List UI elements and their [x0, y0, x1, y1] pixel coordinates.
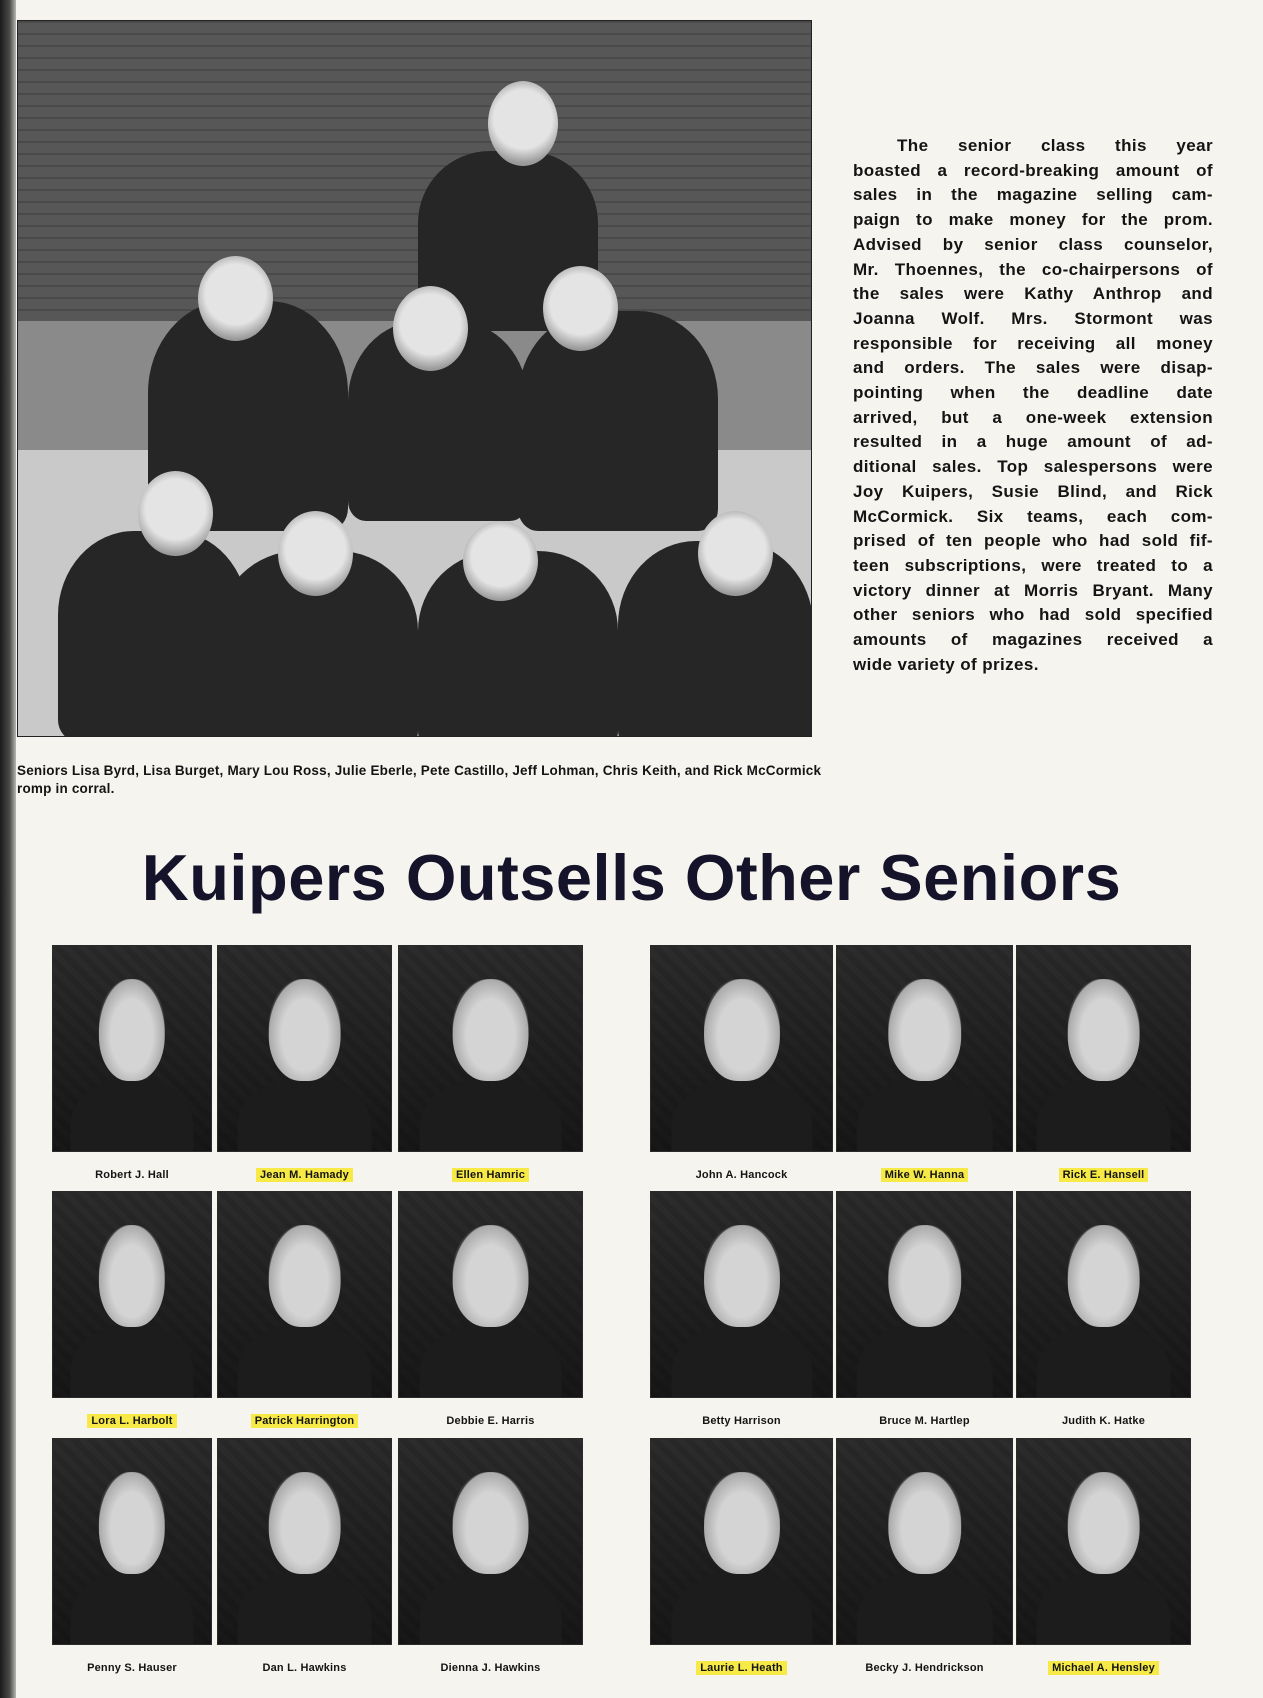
portrait-name-text: Bruce M. Hartlep	[879, 1415, 970, 1427]
face	[198, 256, 273, 341]
brick-wall	[18, 21, 811, 321]
portrait-name-text: Judith K. Hatke	[1061, 1415, 1146, 1427]
story-line: arrived, but a one-week extension	[853, 407, 1213, 427]
portrait-face	[452, 1225, 529, 1328]
portrait-shoulders	[237, 1077, 372, 1152]
story-line: teen subscriptions, were treated to a	[853, 555, 1213, 575]
portrait-name-text: Debbie E. Harris	[446, 1415, 535, 1427]
story-text	[853, 134, 1213, 677]
portrait-shoulders	[237, 1570, 372, 1645]
portrait-name-text: Dan L. Hawkins	[262, 1662, 347, 1674]
portrait-name-text: Jean M. Hamady	[256, 1168, 353, 1182]
portrait-name-text: Rick E. Hansell	[1059, 1168, 1149, 1182]
story-line: Advised by senior class counselor,	[853, 234, 1213, 254]
portrait-shoulders	[1036, 1570, 1171, 1645]
portrait-shoulders	[70, 1323, 193, 1398]
story-line: and orders. The sales were disap-	[853, 358, 1213, 378]
face	[488, 81, 558, 166]
portrait-photo	[1016, 945, 1191, 1152]
portrait-shoulders	[237, 1323, 372, 1398]
portrait-name-text: Laurie L. Heath	[696, 1661, 786, 1675]
portrait-shoulders	[1036, 1323, 1171, 1398]
face	[138, 471, 213, 556]
portrait-photo	[52, 945, 212, 1152]
story-line: Joy Kuipers, Susie Blind, and Rick	[853, 481, 1213, 501]
story-line: wide variety of prizes.	[853, 654, 1039, 674]
portrait-shoulders	[419, 1570, 562, 1645]
portrait-face	[99, 1225, 165, 1328]
portrait-face	[703, 1472, 779, 1575]
story-line: McCormick. Six teams, each com-	[853, 506, 1213, 526]
portrait-photo	[217, 1438, 392, 1645]
group-photo	[17, 20, 812, 737]
portrait-photo	[650, 1438, 833, 1645]
portrait-name	[398, 1662, 583, 1674]
portrait-shoulders	[419, 1323, 562, 1398]
portrait-photo	[836, 1438, 1013, 1645]
portrait-face	[452, 1472, 529, 1575]
story-line: resulted in a huge amount of ad-	[853, 432, 1213, 452]
portrait-name-text: Becky J. Hendrickson	[865, 1662, 984, 1674]
portrait-shoulders	[419, 1077, 562, 1152]
portrait-photo	[650, 1191, 833, 1398]
portrait-name	[1016, 1169, 1191, 1181]
portrait-face	[99, 1472, 165, 1575]
portrait-name	[1016, 1662, 1191, 1674]
story-line: pointing when the deadline date	[853, 383, 1213, 403]
portrait-face	[703, 979, 779, 1082]
face	[278, 511, 353, 596]
face	[393, 286, 468, 371]
portrait-face	[99, 979, 165, 1082]
portrait-shoulders	[70, 1077, 193, 1152]
portrait-shoulders	[671, 1570, 812, 1645]
portrait-name	[398, 1169, 583, 1181]
portrait-name	[650, 1662, 833, 1674]
portrait-name-text: Robert J. Hall	[95, 1169, 169, 1181]
portrait-face	[703, 1225, 779, 1328]
portrait-face	[888, 979, 962, 1082]
story-line: responsible for receiving all money	[853, 333, 1213, 353]
story-line: other seniors who had sold specified	[853, 605, 1213, 625]
portrait-name	[217, 1662, 392, 1674]
portrait-photo	[52, 1191, 212, 1398]
portrait-photo	[836, 945, 1013, 1152]
portrait-shoulders	[671, 1077, 812, 1152]
story-line: boasted a record-breaking amount of	[853, 160, 1213, 180]
story-line: Mr. Thoennes, the co-chairpersons of	[853, 259, 1213, 279]
portrait-photo	[398, 945, 583, 1152]
portrait-name	[650, 1415, 833, 1427]
portrait-shoulders	[856, 1570, 993, 1645]
portrait-name	[836, 1415, 1013, 1427]
portrait-name-text: Mike W. Hanna	[881, 1168, 969, 1182]
portrait-shoulders	[856, 1077, 993, 1152]
portrait-shoulders	[671, 1323, 812, 1398]
story-line: ditional sales. Top salespersons were	[853, 457, 1213, 477]
face	[463, 521, 538, 601]
portrait-face	[888, 1472, 962, 1575]
portrait-photo	[217, 945, 392, 1152]
story-line: amounts of magazines received a	[853, 630, 1213, 650]
portrait-name-text: Ellen Hamric	[452, 1168, 529, 1182]
story-line: The senior class this year	[897, 136, 1213, 155]
portrait-name	[836, 1662, 1013, 1674]
portrait-face	[268, 979, 341, 1082]
page-headline: Kuipers Outsells Other Seniors	[141, 841, 1122, 914]
portrait-name-text: Lora L. Harbolt	[87, 1414, 176, 1428]
story-line: the sales were Kathy Anthrop and	[853, 284, 1213, 304]
portrait-face	[268, 1225, 341, 1328]
portrait-photo	[52, 1438, 212, 1645]
portrait-face	[1067, 1472, 1140, 1575]
portrait-face	[888, 1225, 962, 1328]
portrait-name	[836, 1169, 1013, 1181]
portrait-name	[650, 1169, 833, 1181]
portrait-name-text: Betty Harrison	[702, 1415, 781, 1427]
story-line: prised of ten people who had sold fif-	[853, 531, 1213, 551]
story-line: Joanna Wolf. Mrs. Stormont was	[853, 308, 1213, 328]
portrait-face	[452, 979, 529, 1082]
figure	[518, 311, 718, 531]
portrait-name-text: Penny S. Hauser	[87, 1662, 177, 1674]
portrait-photo	[398, 1191, 583, 1398]
face	[698, 511, 773, 596]
portrait-shoulders	[856, 1323, 993, 1398]
portrait-photo	[398, 1438, 583, 1645]
portrait-face	[1067, 1225, 1140, 1328]
portrait-face	[268, 1472, 341, 1575]
portrait-name	[217, 1169, 392, 1181]
portrait-name-text: Dienna J. Hawkins	[440, 1662, 541, 1674]
photo-caption: Seniors Lisa Byrd, Lisa Burget, Mary Lou Ross, Julie Eberle, Pete Castillo, Jeff Lohman, Chris Keith, and Rick McCormick romp in corral.	[17, 763, 822, 796]
portrait-photo	[1016, 1191, 1191, 1398]
story-line: sales in the magazine selling cam-	[853, 185, 1213, 205]
portrait-name	[217, 1415, 392, 1427]
portrait-photo	[1016, 1438, 1191, 1645]
portrait-face	[1067, 979, 1140, 1082]
portrait-name-text: John A. Hancock	[695, 1169, 788, 1181]
face	[543, 266, 618, 351]
story-line: paign to make money for the prom.	[853, 210, 1213, 230]
portrait-name	[398, 1415, 583, 1427]
portrait-name	[52, 1169, 212, 1181]
portrait-photo	[650, 945, 833, 1152]
portrait-name	[52, 1662, 212, 1674]
portrait-photo	[217, 1191, 392, 1398]
portrait-shoulders	[70, 1570, 193, 1645]
portrait-shoulders	[1036, 1077, 1171, 1152]
portrait-name-text: Michael A. Hensley	[1048, 1661, 1159, 1675]
portrait-photo	[836, 1191, 1013, 1398]
portrait-name-text: Patrick Harrington	[251, 1414, 359, 1428]
portrait-name	[1016, 1415, 1191, 1427]
portrait-name	[52, 1415, 212, 1427]
story-line: victory dinner at Morris Bryant. Many	[853, 580, 1213, 600]
